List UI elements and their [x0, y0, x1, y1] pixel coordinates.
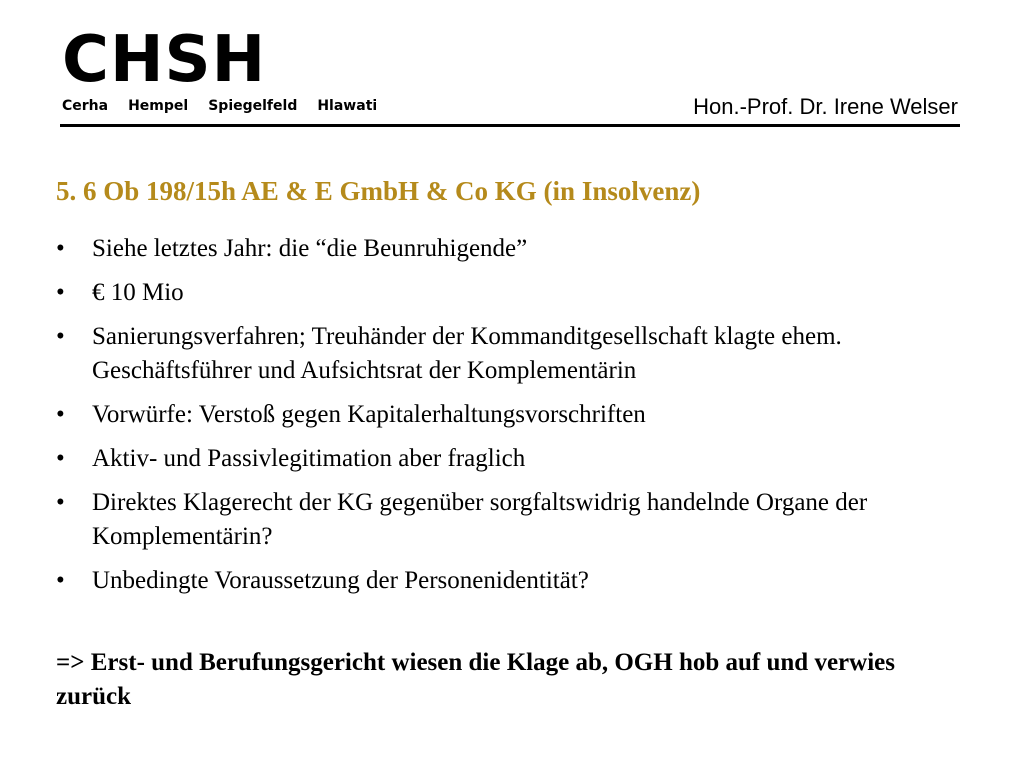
bullet-item [56, 232, 966, 266]
logo-name-hempel: Hempel [128, 98, 189, 114]
bullet-marker: • [56, 323, 65, 350]
bullet-marker: • [56, 489, 65, 516]
slide-title: 5. 6 Ob 198/15h AE & E GmbH & Co KG (in Insolvenz) [56, 176, 701, 206]
bullet-text: Siehe letztes Jahr: die “die Beunruhigende” [92, 235, 528, 262]
chsh-logo [62, 24, 392, 114]
bullet-text: Unbedingte Voraussetzung der Personenidentität? [92, 567, 589, 594]
header-divider [60, 124, 960, 127]
bullet-marker: • [56, 235, 65, 262]
bullet-text: Direktes Klagerecht der KG gegenüber sorgfaltswidrig handelnde Organe der Komplementärin? [92, 489, 868, 550]
bullet-item [56, 398, 966, 432]
bullet-item [56, 486, 966, 554]
logo-name-cerha: Cerha [62, 98, 109, 114]
bullet-marker: • [56, 401, 65, 428]
bullet-text: Sanierungsverfahren; Treuhänder der Kommanditgesellschaft klagte ehem. Geschäftsführer und Aufsichtsrat der Komplementärin [92, 323, 842, 384]
presenter-name: Hon.-Prof. Dr. Irene Welser [693, 94, 958, 119]
logo-name-hlawati: Hlawati [317, 98, 378, 114]
bullet-list [56, 232, 966, 608]
bullet-marker: • [56, 445, 65, 472]
bullet-item [56, 564, 966, 598]
bullet-text: Vorwürfe: Verstoß gegen Kapitalerhaltungsvorschriften [92, 401, 646, 428]
bullet-text: Aktiv- und Passivlegitimation aber fraglich [92, 445, 526, 472]
logo-wordmark: CHSH [62, 23, 267, 97]
bullet-item [56, 320, 966, 388]
bullet-text: € 10 Mio [92, 279, 184, 306]
bullet-marker: • [56, 279, 65, 306]
bullet-marker: • [56, 567, 65, 594]
logo-name-spiegelfeld: Spiegelfeld [208, 98, 298, 114]
conclusion-text: => Erst- und Berufungsgericht wiesen die Klage ab, OGH hob auf und verwies zurück [56, 649, 895, 710]
bullet-item [56, 442, 966, 476]
logo-partner-names [62, 98, 392, 114]
bullet-item [56, 276, 966, 310]
